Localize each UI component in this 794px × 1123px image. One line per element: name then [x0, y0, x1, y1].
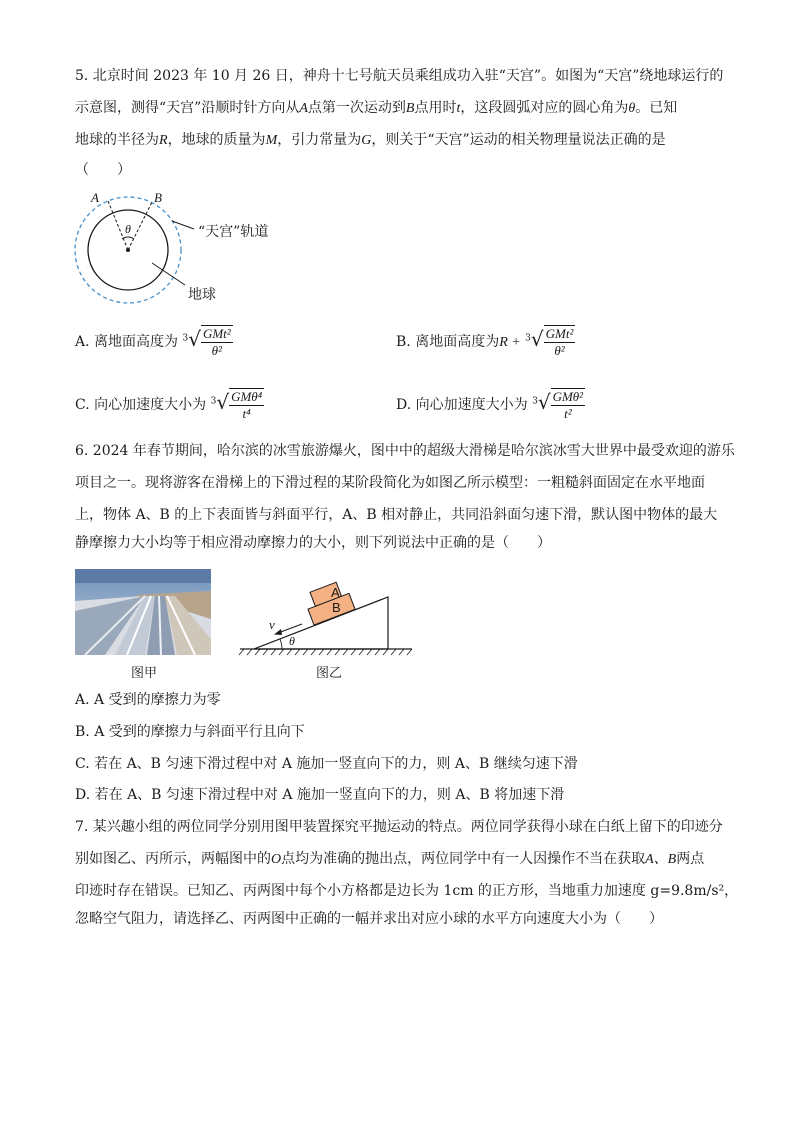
- radical-sign: √: [188, 327, 201, 351]
- q5-line-2: [75, 98, 677, 119]
- q5-option-D[interactable]: [396, 388, 585, 422]
- q5-text: 点用时: [414, 100, 457, 116]
- q5-var-t: t: [456, 101, 461, 116]
- q6-line-4: 静摩擦力大小均等于相应滑动摩擦力的大小，则下列说法中正确的是（ ）: [75, 535, 551, 551]
- q5-text: 。已知: [635, 100, 678, 116]
- q5-answer-paren: （ ）: [75, 162, 131, 178]
- root-index: 3: [532, 396, 538, 407]
- q5-text: 示意图，测得“天宫”沿顺时针方向从: [75, 100, 300, 116]
- q7-line-1: 7. 某兴趣小组的两位同学分别用图甲装置探究平抛运动的特点。两位同学获得小球在白纸上留下的印迹分: [75, 819, 723, 835]
- fraction: [544, 325, 576, 359]
- root-index: 3: [525, 333, 531, 344]
- fig-label-B: B: [154, 190, 162, 205]
- option-text: B. 离地面高度为: [396, 334, 500, 350]
- q7-var-O: O: [271, 852, 282, 867]
- var-R: R +: [499, 335, 521, 350]
- q7-text: 别如图乙、丙所示，两幅图中的: [75, 851, 271, 867]
- block-A-label: A: [331, 585, 340, 600]
- q6-line-1: 6. 2024 年春节期间，哈尔滨的冰雪旅游爆火，图中中的超级大滑梯是哈尔滨冰雪大世界中最受欢迎的游乐: [75, 443, 735, 459]
- q5-option-A[interactable]: [75, 325, 233, 359]
- root-index: 3: [210, 396, 217, 407]
- slide-photo-image: [75, 569, 211, 655]
- cube-root: [525, 325, 575, 359]
- q7-line-4: 忽略空气阻力，请选择乙、丙两图中正确的一幅并求出对应小球的水平方向速度大小为（ ）: [75, 911, 663, 927]
- fig-label-A: A: [91, 190, 99, 205]
- q7-var-AB: A、B: [645, 852, 677, 867]
- fig-label-earth: 地球: [188, 287, 216, 303]
- numerator: GMθ²: [552, 389, 584, 404]
- q7-line-3: 印迹时存在错误。已知乙、丙两图中每个小方格都是边长为 1cm 的正方形，当地重力加速度 g=9.8m/s²，: [75, 883, 739, 899]
- fig-label-orbit: “天宫”轨道: [198, 224, 269, 240]
- q6-option-D[interactable]: D. 若在 A、B 匀速下滑过程中对 A 施加一竖直向下的力，则 A、B 将加速下滑: [75, 787, 565, 803]
- q7-text: 点均为准确的抛出点，两位同学中有一人因操作不当在获取: [281, 851, 646, 867]
- numerator: GMt²: [202, 326, 231, 341]
- fraction: [229, 388, 264, 422]
- q7-line-2: [75, 849, 704, 870]
- q6-option-B[interactable]: B. A 受到的摩擦力与斜面平行且向下: [75, 724, 305, 740]
- fig-yi-caption: 图乙: [316, 666, 343, 681]
- q5-var-A: A: [299, 101, 308, 116]
- block-B-label: B: [332, 600, 341, 615]
- q5-var-G: G: [361, 133, 372, 148]
- denominator: θ²: [211, 343, 222, 358]
- orbit-leader-line: [172, 221, 194, 229]
- velocity-label: v: [269, 617, 275, 632]
- q6-line-3: 上，物体 A、B 的上下表面皆与斜面平行，A、B 相对静止，共同沿斜面匀速下滑，默认图中物体的最大: [75, 507, 718, 523]
- slide-photo: [75, 569, 211, 655]
- fraction: [201, 325, 233, 359]
- q5-option-B[interactable]: [396, 325, 575, 359]
- theta-arc: [280, 639, 282, 649]
- q5-text: 点第一次运动到: [307, 100, 406, 116]
- fraction: [551, 388, 586, 422]
- q5-text: ，则关于“天宫”运动的相关物理量说法正确的是: [371, 132, 666, 148]
- radical-sign: √: [537, 390, 551, 414]
- option-text: D. 向心加速度大小为: [396, 397, 528, 413]
- denominator: t²: [564, 406, 572, 421]
- orbit-diagram: [70, 185, 300, 305]
- q5-var-R: R: [159, 133, 168, 148]
- q5-text: 地球的半径为: [75, 132, 159, 148]
- fig-label-theta: θ: [125, 222, 131, 236]
- cube-root: [532, 388, 585, 422]
- radical-sign: √: [530, 327, 544, 351]
- q5-line-3: [75, 130, 666, 151]
- radical-sign: √: [216, 390, 230, 414]
- numerator: GMt²: [545, 326, 574, 341]
- incline-diagram: [236, 577, 416, 657]
- q5-option-C[interactable]: [75, 388, 264, 422]
- q6-option-A[interactable]: A. A 受到的摩擦力为零: [75, 692, 221, 708]
- q5-text: ，地球的质量为: [167, 132, 266, 148]
- q6-line-2: 项目之一。现将游客在滑梯上的下滑过程的某阶段简化为如图乙所示模型：一粗糙斜面固定在水平地面: [75, 475, 705, 491]
- earth-leader-line: [152, 263, 185, 285]
- radius-b-line: [128, 202, 152, 250]
- incline-theta-label: θ: [289, 634, 295, 648]
- q5-var-M: M: [265, 133, 278, 148]
- q7-text: 两点: [676, 851, 705, 867]
- cube-root: [182, 325, 232, 359]
- root-index: 3: [182, 333, 189, 344]
- q5-text: ，这段圆弧对应的圆心角为: [460, 100, 629, 116]
- q5-line-1: 5. 北京时间 2023 年 10 月 26 日，神舟十七号航天员乘组成功入驻“天宫”。如图为“天宫”绕地球运行的: [75, 68, 724, 84]
- q5-var-theta: θ: [628, 101, 636, 116]
- ground-hatch: [239, 649, 412, 655]
- blocks: [303, 579, 356, 625]
- option-text: A. 离地面高度为: [75, 334, 179, 350]
- denominator: t⁴: [242, 406, 251, 421]
- q6-option-C[interactable]: C. 若在 A、B 匀速下滑过程中对 A 施加一竖直向下的力，则 A、B 继续匀速下滑: [75, 756, 578, 772]
- option-text: C. 向心加速度大小为: [75, 397, 207, 413]
- numerator: GMθ⁴: [231, 389, 263, 404]
- q5-text: ，引力常量为: [277, 132, 362, 148]
- center-dot: [126, 248, 130, 252]
- q5-var-B: B: [405, 101, 415, 116]
- fig-jia-caption: 图甲: [131, 666, 158, 681]
- cube-root: [211, 388, 265, 422]
- velocity-arrowhead: [274, 629, 282, 635]
- denominator: θ²: [554, 343, 565, 358]
